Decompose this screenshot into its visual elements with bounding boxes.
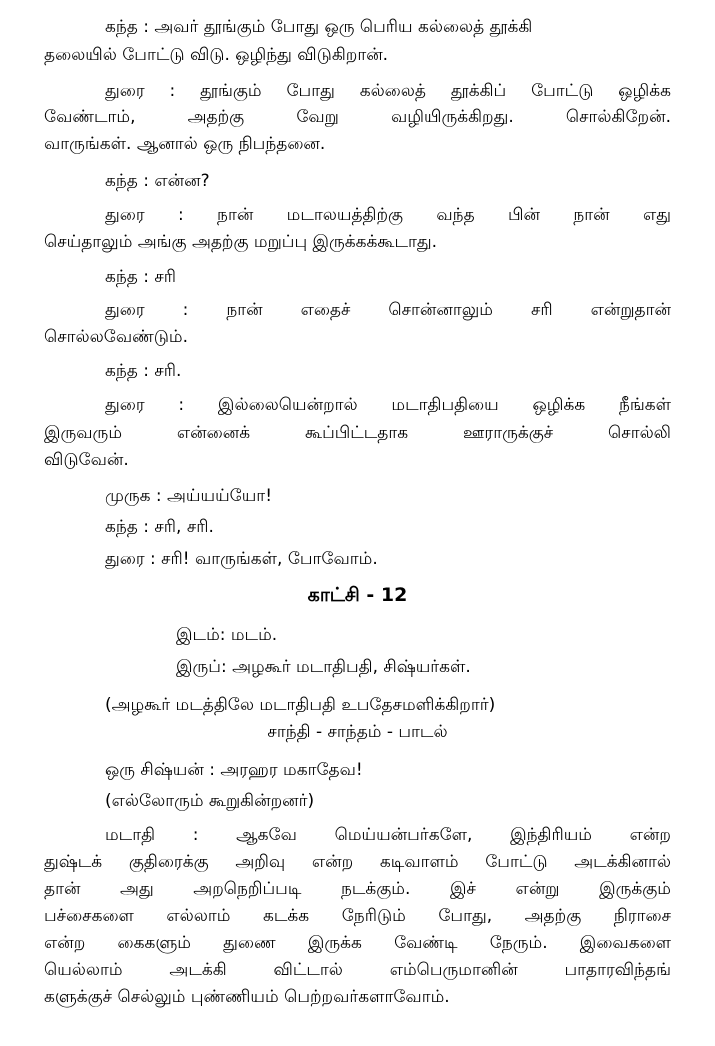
durai-threat-1: துரை : இல்லையென்றால் மடாதிபதியை ஒழிக்க நீங்கள் (105, 395, 671, 415)
durai-go: துரை : சரி! வாருங்கள், போவோம். (105, 549, 378, 569)
scene-present: இருப்: அழகூர் மடாதிபதி, சிஷ்யர்கள். (176, 657, 471, 677)
kantha-agree-2: கந்த : சரி. (105, 361, 182, 381)
madathi-line-1: மடாதி : ஆகவே மெய்யன்பர்களே, இந்திரியம் என்ற (105, 825, 671, 845)
scene-title: காட்சி - 12 (307, 584, 408, 606)
madathi-line-3: தான் அது அறநெறிப்படி நடக்கும். இச் என்று இருக்கும் (44, 879, 671, 899)
kantha-agree-3: கந்த : சரி, சரி. (105, 517, 214, 537)
kantha-agree-1: கந்த : சரி (105, 267, 177, 287)
muruga-line: முருக : அய்யய்யோ! (105, 486, 273, 506)
durai-say-1: துரை : நான் எதைச் சொன்னாலும் சரி என்றுதான் (105, 300, 671, 320)
song-note: சாந்தி - சாந்தம் - பாடல் (267, 722, 448, 742)
durai-threat-2: இருவரும் என்னைக் கூப்பிட்டதாக ஊராருக்குச் சொல்லி (44, 423, 671, 443)
scene-place: இடம்: மடம். (176, 625, 278, 645)
kantha-line-2: தலையில் போட்டு விடு. ஒழிந்து விடுகிறான். (44, 45, 389, 65)
durai-line-3: வாருங்கள். ஆனால் ஒரு நிபந்தனை. (44, 134, 326, 154)
kantha-line-1: கந்த : அவர் தூங்கும் போது ஒரு பெரிய கல்லைத் தூக்கி (105, 17, 533, 37)
kantha-question: கந்த : என்ன? (105, 171, 210, 191)
disciple-line: ஒரு சிஷ்யன் : அரஹர மகாதேவ! (105, 760, 363, 780)
durai-threat-3: விடுவேன். (44, 450, 129, 470)
durai-condition-1: துரை : நான் மடாலயத்திற்கு வந்த பின் நான் எது (105, 205, 671, 225)
madathi-line-2: துஷ்டக் குதிரைக்கு அறிவு என்ற கடிவாளம் போட்டு அடக்கினால் (44, 852, 671, 872)
durai-condition-2: செய்தாலும் அங்கு அதற்கு மறுப்பு இருக்கக்கூடாது. (44, 232, 438, 252)
stage-direction: (அழகூர் மடத்திலே மடாதிபதி உபதேசமளிக்கிறார்) (105, 695, 496, 715)
madathi-line-5: என்ற கைகளும் துணை இருக்க வேண்டி நேரும். இவைகளை (44, 933, 671, 953)
madathi-line-6: யெல்லாம் அடக்கி விட்டால் எம்பெருமானின் பாதாரவிந்தங் (44, 960, 671, 980)
durai-line-1: துரை : தூங்கும் போது கல்லைத் தூக்கிப் போட்டு ஒழிக்க (105, 81, 671, 101)
madathi-line-7: களுக்குச் செல்லும் புண்ணியம் பெற்றவர்களாவோம். (44, 987, 450, 1007)
all-respond: (எல்லோரும் கூறுகின்றனர்) (105, 791, 315, 811)
durai-say-2: சொல்லவேண்டும். (44, 327, 188, 347)
madathi-line-4: பச்சைகளை எல்லாம் கடக்க நேரிடும் போது, அதற்கு நிராசை (44, 906, 671, 926)
durai-line-2: வேண்டாம், அதற்கு வேறு வழியிருக்கிறது. சொல்கிறேன். (44, 107, 671, 127)
